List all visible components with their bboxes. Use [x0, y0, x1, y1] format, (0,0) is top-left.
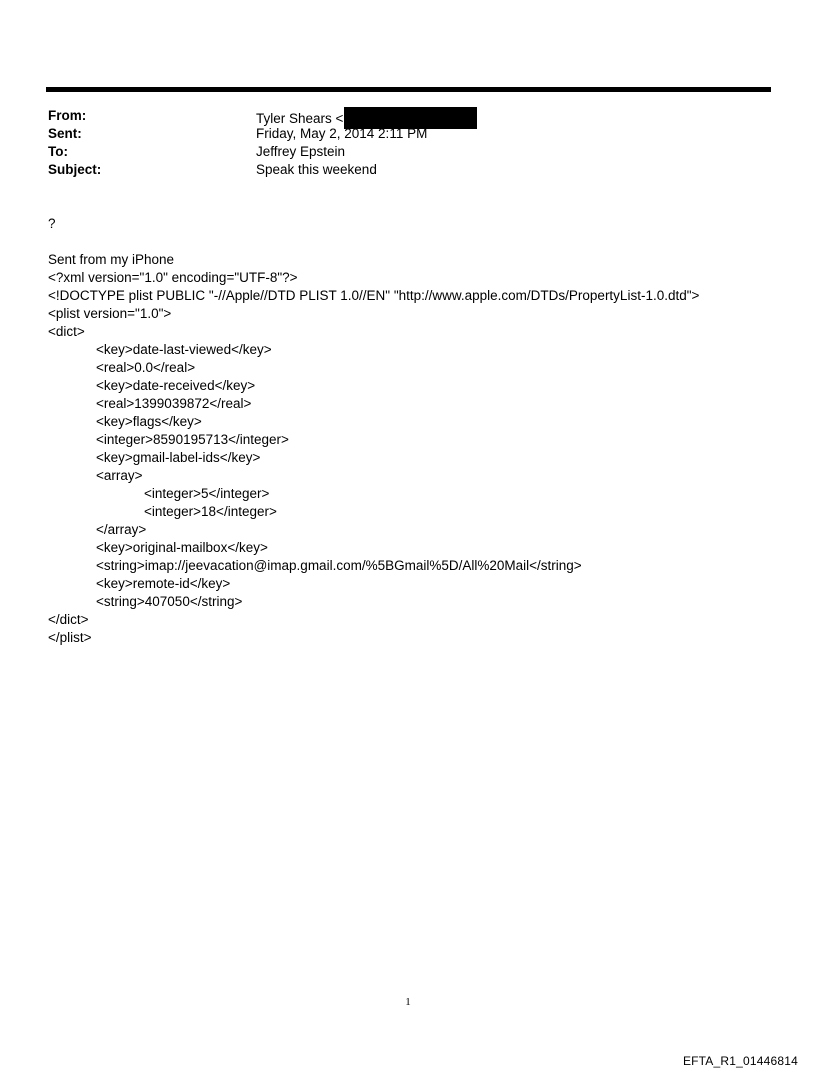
- plist-line: <integer>8590195713</integer>: [96, 432, 289, 447]
- plist-line: <real>1399039872</real>: [96, 396, 252, 411]
- plist-line: <key>original-mailbox</key>: [96, 540, 268, 555]
- plist-line: <string>407050</string>: [96, 594, 243, 609]
- plist-line: </array>: [96, 522, 147, 537]
- body-spacer: [48, 233, 788, 251]
- header-divider: [46, 87, 771, 92]
- plist-line: <key>remote-id</key>: [96, 576, 231, 591]
- plist-block: [48, 269, 788, 647]
- plist-line: <key>date-received</key>: [96, 378, 256, 393]
- plist-line: <key>flags</key>: [96, 414, 202, 429]
- sent-value: Friday, May 2, 2014 2:11 PM: [256, 126, 428, 141]
- body-signature: Sent from my iPhone: [48, 252, 175, 267]
- plist-line: <real>0.0</real>: [96, 360, 196, 375]
- plist-line: <key>gmail-label-ids</key>: [96, 450, 261, 465]
- plist-line: <plist version="1.0">: [48, 306, 172, 321]
- page-number: 1: [405, 996, 411, 1008]
- plist-line: <!DOCTYPE plist PUBLIC "-//Apple//DTD PLIST 1.0//EN" "http://www.apple.com/DTDs/PropertyList-1.0.dtd">: [48, 288, 700, 303]
- from-name: Tyler Shears <: [256, 111, 344, 126]
- subject-label: Subject:: [48, 162, 102, 177]
- plist-line: <integer>18</integer>: [144, 504, 277, 519]
- from-label: From:: [48, 108, 87, 123]
- from-value: [256, 107, 477, 125]
- plist-line: <?xml version="1.0" encoding="UTF-8"?>: [48, 270, 298, 285]
- body-question: ?: [48, 216, 56, 231]
- to-label: To:: [48, 144, 68, 159]
- sent-row: [48, 125, 748, 143]
- from-row: [48, 107, 748, 125]
- bates-number: EFTA_R1_01446814: [682, 1054, 798, 1068]
- subject-row: [48, 161, 748, 179]
- plist-line: <array>: [96, 468, 143, 483]
- to-value: Jeffrey Epstein: [256, 144, 346, 159]
- sent-label: Sent:: [48, 126, 82, 141]
- email-body: [48, 215, 788, 647]
- subject-value: Speak this weekend: [256, 162, 377, 177]
- plist-line: <string>imap://jeevacation@imap.gmail.com/%5BGmail%5D/All%20Mail</string>: [96, 558, 582, 573]
- plist-line: </plist>: [48, 630, 92, 645]
- email-header: [48, 107, 748, 179]
- plist-line: </dict>: [48, 612, 89, 627]
- plist-line: <integer>5</integer>: [144, 486, 270, 501]
- plist-line: <key>date-last-viewed</key>: [96, 342, 272, 357]
- plist-line: <dict>: [48, 324, 85, 339]
- to-row: [48, 143, 748, 161]
